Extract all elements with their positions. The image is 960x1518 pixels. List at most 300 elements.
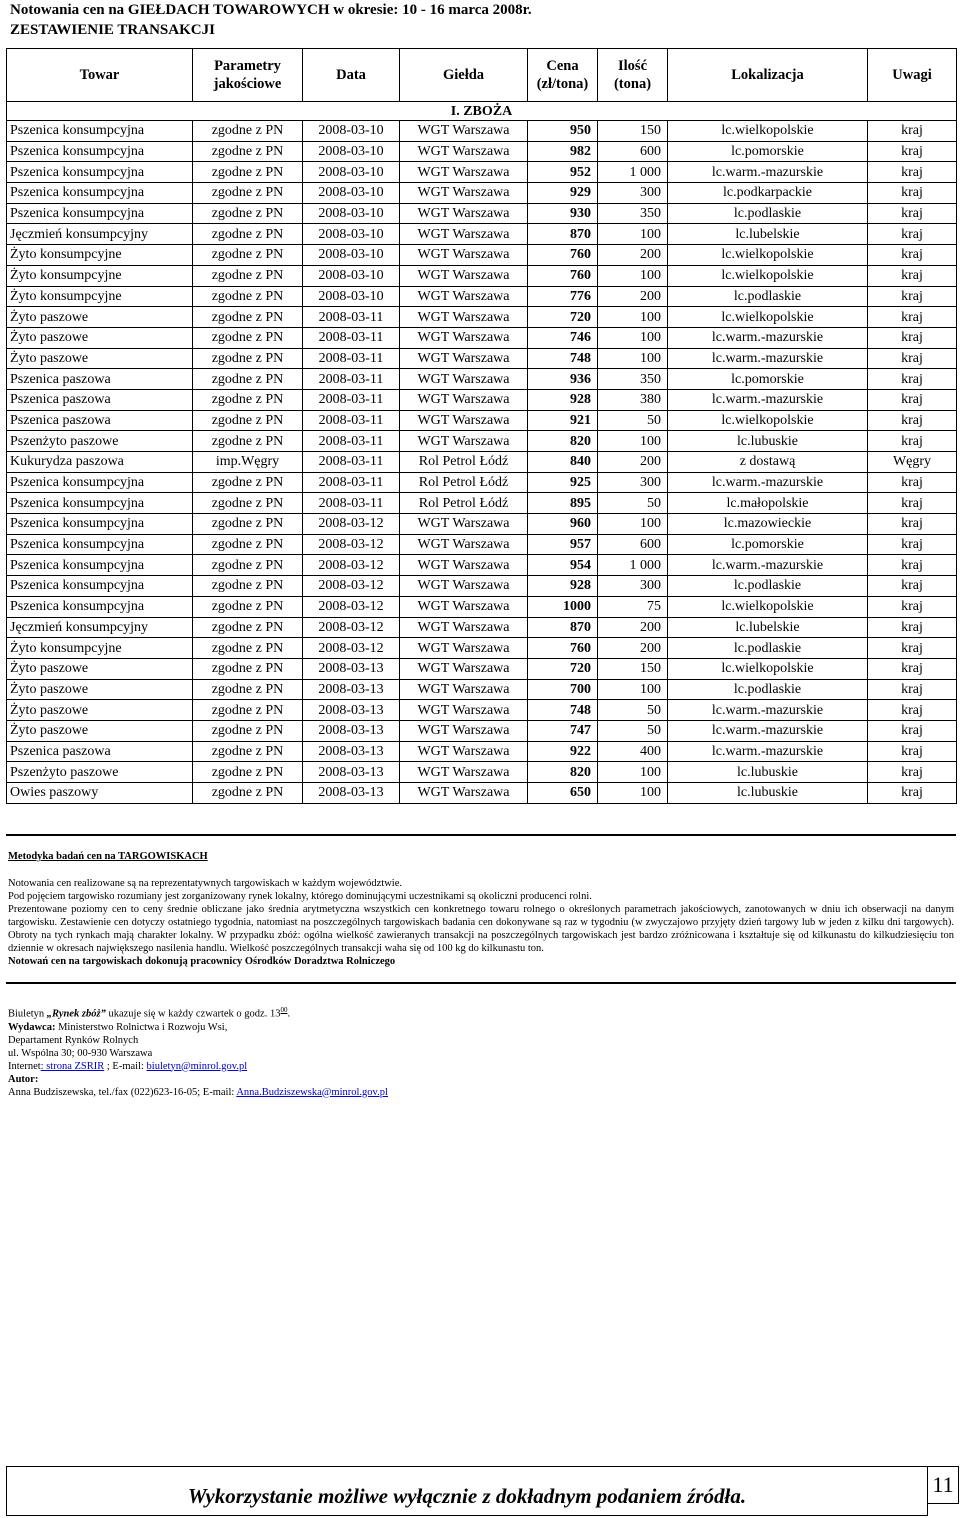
cell-towar: Żyto paszowe (7, 327, 193, 348)
cell-cena: 957 (528, 534, 598, 555)
divider (6, 834, 956, 836)
cell-data: 2008-03-10 (303, 183, 400, 204)
address-line: ul. Wspólna 30; 00-930 Warszawa (8, 1047, 153, 1059)
cell-uwagi: kraj (868, 534, 957, 555)
cell-ilosc: 50 (598, 493, 668, 514)
cell-lokalizacja: lc.wielkopolskie (668, 245, 868, 266)
table-row (7, 265, 957, 286)
cell-uwagi: kraj (868, 596, 957, 617)
cell-cena: 748 (528, 700, 598, 721)
cell-parametry: zgodne z PN (193, 555, 303, 576)
cell-uwagi: kraj (868, 700, 957, 721)
table-row (7, 638, 957, 659)
cell-ilosc: 600 (598, 141, 668, 162)
bulletin-text: . (287, 1008, 291, 1020)
cell-data: 2008-03-13 (303, 720, 400, 741)
cell-data: 2008-03-12 (303, 617, 400, 638)
cell-uwagi: Węgry (868, 452, 957, 473)
cell-ilosc: 75 (598, 596, 668, 617)
cell-parametry: zgodne z PN (193, 121, 303, 142)
cell-ilosc: 150 (598, 121, 668, 142)
cell-data: 2008-03-10 (303, 245, 400, 266)
table-row (7, 514, 957, 535)
cell-cena: 925 (528, 472, 598, 493)
table-row (7, 658, 957, 679)
publisher-name: Ministerstwo Rolnictwa i Rozwoju Wsi, (55, 1021, 228, 1033)
author-label: Autor: (8, 1073, 39, 1085)
cell-gielda: WGT Warszawa (400, 369, 528, 390)
cell-lokalizacja: lc.warm.-mazurskie (668, 162, 868, 183)
table-row (7, 327, 957, 348)
cell-lokalizacja: lc.wielkopolskie (668, 121, 868, 142)
cell-lokalizacja: lc.warm.-mazurskie (668, 348, 868, 369)
author-line (8, 1086, 388, 1099)
cell-gielda: WGT Warszawa (400, 245, 528, 266)
cell-cena: 895 (528, 493, 598, 514)
cell-uwagi: kraj (868, 514, 957, 535)
cell-uwagi: kraj (868, 121, 957, 142)
cell-towar: Jęczmień konsumpcyjny (7, 617, 193, 638)
section-row (7, 102, 957, 121)
cell-cena: 982 (528, 141, 598, 162)
cell-data: 2008-03-11 (303, 389, 400, 410)
cell-gielda: WGT Warszawa (400, 327, 528, 348)
cell-parametry: zgodne z PN (193, 596, 303, 617)
table-row (7, 679, 957, 700)
cell-ilosc: 380 (598, 389, 668, 410)
cell-towar: Kukurydza paszowa (7, 452, 193, 473)
cell-parametry: zgodne z PN (193, 493, 303, 514)
cell-lokalizacja: z dostawą (668, 452, 868, 473)
cell-cena: 922 (528, 741, 598, 762)
cell-parametry: zgodne z PN (193, 576, 303, 597)
cell-ilosc: 100 (598, 783, 668, 804)
cell-towar: Żyto paszowe (7, 658, 193, 679)
cell-cena: 746 (528, 327, 598, 348)
cell-gielda: WGT Warszawa (400, 514, 528, 535)
cell-parametry: zgodne z PN (193, 534, 303, 555)
cell-parametry: zgodne z PN (193, 203, 303, 224)
cell-uwagi: kraj (868, 762, 957, 783)
table-row (7, 452, 957, 473)
cell-gielda: WGT Warszawa (400, 658, 528, 679)
bulletin-info (8, 1004, 388, 1099)
cell-data: 2008-03-12 (303, 514, 400, 535)
cell-lokalizacja: lc.wielkopolskie (668, 410, 868, 431)
cell-ilosc: 100 (598, 307, 668, 328)
cell-cena: 840 (528, 452, 598, 473)
cell-ilosc: 100 (598, 762, 668, 783)
col-header-parametry: Parametry jakościowe (193, 49, 303, 102)
table-row (7, 555, 957, 576)
bulletin-text: Biuletyn (8, 1008, 47, 1020)
cell-towar: Pszenica paszowa (7, 410, 193, 431)
cell-gielda: WGT Warszawa (400, 141, 528, 162)
table-row (7, 741, 957, 762)
cell-towar: Owies paszowy (7, 783, 193, 804)
cell-gielda: WGT Warszawa (400, 700, 528, 721)
methodology-notes (8, 850, 954, 968)
cell-towar: Żyto konsumpcyjne (7, 638, 193, 659)
cell-cena: 950 (528, 121, 598, 142)
cell-uwagi: kraj (868, 720, 957, 741)
cell-data: 2008-03-11 (303, 327, 400, 348)
table-row (7, 762, 957, 783)
cell-towar: Pszenica konsumpcyjna (7, 203, 193, 224)
cell-parametry: zgodne z PN (193, 265, 303, 286)
cell-data: 2008-03-12 (303, 576, 400, 597)
cell-gielda: WGT Warszawa (400, 679, 528, 700)
cell-cena: 760 (528, 638, 598, 659)
cell-lokalizacja: lc.wielkopolskie (668, 596, 868, 617)
cell-towar: Pszenica konsumpcyjna (7, 472, 193, 493)
table-row (7, 389, 957, 410)
cell-cena: 936 (528, 369, 598, 390)
cell-towar: Żyto paszowe (7, 700, 193, 721)
cell-data: 2008-03-12 (303, 555, 400, 576)
note-paragraph: Notowania cen realizowane są na reprezentatywnych targowiskach w każdym województwie. (8, 878, 402, 889)
cell-uwagi: kraj (868, 741, 957, 762)
cell-cena: 720 (528, 658, 598, 679)
cell-gielda: WGT Warszawa (400, 741, 528, 762)
cell-parametry: zgodne z PN (193, 307, 303, 328)
cell-data: 2008-03-12 (303, 638, 400, 659)
cell-parametry: zgodne z PN (193, 389, 303, 410)
table-row (7, 410, 957, 431)
cell-data: 2008-03-11 (303, 410, 400, 431)
table-row (7, 493, 957, 514)
cell-lokalizacja: lc.pomorskie (668, 141, 868, 162)
time-minutes: 00 (280, 1006, 288, 1014)
col-header-lokalizacja: Lokalizacja (668, 49, 868, 102)
divider (6, 982, 956, 984)
cell-data: 2008-03-10 (303, 203, 400, 224)
cell-uwagi: kraj (868, 141, 957, 162)
methodology-heading: Metodyka badań cen na TARGOWISKACH (8, 851, 208, 862)
cell-lokalizacja: lc.wielkopolskie (668, 658, 868, 679)
table-row (7, 121, 957, 142)
cell-parametry: zgodne z PN (193, 762, 303, 783)
cell-data: 2008-03-12 (303, 596, 400, 617)
cell-gielda: WGT Warszawa (400, 203, 528, 224)
table-row (7, 617, 957, 638)
cell-lokalizacja: lc.podlaskie (668, 638, 868, 659)
table-row (7, 472, 957, 493)
cell-data: 2008-03-11 (303, 431, 400, 452)
cell-towar: Żyto konsumpcyjne (7, 245, 193, 266)
cell-uwagi: kraj (868, 617, 957, 638)
cell-lokalizacja: lc.lubelskie (668, 617, 868, 638)
cell-ilosc: 1 000 (598, 162, 668, 183)
page-title: Notowania cen na GIEŁDACH TOWAROWYCH w okresie: 10 - 16 marca 2008r. (10, 2, 532, 18)
cell-towar: Pszenica paszowa (7, 741, 193, 762)
cell-towar: Pszenica konsumpcyjna (7, 576, 193, 597)
cell-uwagi: kraj (868, 431, 957, 452)
cell-cena: 929 (528, 183, 598, 204)
cell-data: 2008-03-10 (303, 286, 400, 307)
cell-towar: Pszenica paszowa (7, 389, 193, 410)
cell-gielda: Rol Petrol Łódź (400, 472, 528, 493)
table-row (7, 224, 957, 245)
cell-uwagi: kraj (868, 410, 957, 431)
cell-data: 2008-03-10 (303, 141, 400, 162)
cell-parametry: zgodne z PN (193, 286, 303, 307)
cell-towar: Żyto paszowe (7, 307, 193, 328)
cell-parametry: zgodne z PN (193, 720, 303, 741)
cell-towar: Pszenica konsumpcyjna (7, 514, 193, 535)
cell-lokalizacja: lc.pomorskie (668, 369, 868, 390)
cell-lokalizacja: lc.warm.-mazurskie (668, 555, 868, 576)
cell-lokalizacja: lc.lubuskie (668, 762, 868, 783)
bulletin-text: ukazuje się w każdy czwartek o godz. 13 (105, 1008, 281, 1020)
table-row (7, 286, 957, 307)
cell-ilosc: 1 000 (598, 555, 668, 576)
cell-data: 2008-03-11 (303, 472, 400, 493)
cell-gielda: WGT Warszawa (400, 348, 528, 369)
cell-cena: 700 (528, 679, 598, 700)
cell-gielda: WGT Warszawa (400, 783, 528, 804)
cell-lokalizacja: lc.lubuskie (668, 783, 868, 804)
zsrir-link[interactable]: : strona ZSRIR (40, 1060, 105, 1072)
cell-data: 2008-03-13 (303, 741, 400, 762)
cell-ilosc: 100 (598, 679, 668, 700)
cell-ilosc: 350 (598, 369, 668, 390)
cell-lokalizacja: lc.podlaskie (668, 679, 868, 700)
cell-gielda: WGT Warszawa (400, 431, 528, 452)
cell-uwagi: kraj (868, 658, 957, 679)
table-row (7, 348, 957, 369)
cell-data: 2008-03-13 (303, 700, 400, 721)
cell-lokalizacja: lc.wielkopolskie (668, 307, 868, 328)
cell-parametry: zgodne z PN (193, 348, 303, 369)
cell-lokalizacja: lc.podkarpackie (668, 183, 868, 204)
note-paragraph: Notowań cen na targowiskach dokonują pracownicy Ośrodków Doradztwa Rolniczego (8, 956, 396, 967)
cell-cena: 820 (528, 762, 598, 783)
cell-gielda: WGT Warszawa (400, 555, 528, 576)
page-subtitle: ZESTAWIENIE TRANSAKCJI (10, 22, 215, 38)
cell-lokalizacja: lc.wielkopolskie (668, 265, 868, 286)
cell-uwagi: kraj (868, 162, 957, 183)
bulletin-email-link[interactable]: biuletyn@minrol.gov.pl (146, 1060, 248, 1072)
cell-cena: 760 (528, 245, 598, 266)
cell-ilosc: 200 (598, 638, 668, 659)
table-row (7, 162, 957, 183)
cell-parametry: imp.Węgry (193, 452, 303, 473)
cell-lokalizacja: lc.warm.-mazurskie (668, 700, 868, 721)
table-row (7, 783, 957, 804)
cell-towar: Pszenżyto paszowe (7, 431, 193, 452)
cell-towar: Pszenica konsumpcyjna (7, 596, 193, 617)
cell-parametry: zgodne z PN (193, 617, 303, 638)
cell-gielda: WGT Warszawa (400, 121, 528, 142)
cell-data: 2008-03-11 (303, 452, 400, 473)
cell-cena: 776 (528, 286, 598, 307)
col-header-gielda: Giełda (400, 49, 528, 102)
cell-towar: Pszenica paszowa (7, 369, 193, 390)
table-row (7, 203, 957, 224)
cell-cena: 820 (528, 431, 598, 452)
cell-uwagi: kraj (868, 389, 957, 410)
cell-gielda: WGT Warszawa (400, 720, 528, 741)
cell-gielda: WGT Warszawa (400, 762, 528, 783)
cell-data: 2008-03-13 (303, 679, 400, 700)
cell-towar: Żyto konsumpcyjne (7, 265, 193, 286)
cell-lokalizacja: lc.podlaskie (668, 203, 868, 224)
cell-ilosc: 100 (598, 224, 668, 245)
cell-parametry: zgodne z PN (193, 431, 303, 452)
cell-towar: Żyto paszowe (7, 679, 193, 700)
cell-cena: 921 (528, 410, 598, 431)
note-paragraph: Pod pojęciem targowisko rozumiany jest zorganizowany rynek lokalny, którego dominującymi uczestnikami są okoliczni producenci rolni. (8, 891, 592, 902)
cell-ilosc: 100 (598, 514, 668, 535)
cell-gielda: WGT Warszawa (400, 576, 528, 597)
cell-uwagi: kraj (868, 576, 957, 597)
cell-uwagi: kraj (868, 203, 957, 224)
table-row (7, 141, 957, 162)
cell-uwagi: kraj (868, 472, 957, 493)
cell-parametry: zgodne z PN (193, 224, 303, 245)
cell-data: 2008-03-11 (303, 493, 400, 514)
cell-uwagi: kraj (868, 493, 957, 514)
cell-data: 2008-03-11 (303, 348, 400, 369)
cell-parametry: zgodne z PN (193, 514, 303, 535)
cell-gielda: WGT Warszawa (400, 265, 528, 286)
cell-data: 2008-03-11 (303, 307, 400, 328)
cell-gielda: WGT Warszawa (400, 162, 528, 183)
cell-ilosc: 600 (598, 534, 668, 555)
cell-parametry: zgodne z PN (193, 700, 303, 721)
department-line: Departament Rynków Rolnych (8, 1034, 139, 1046)
cell-ilosc: 100 (598, 327, 668, 348)
cell-cena: 760 (528, 265, 598, 286)
cell-uwagi: kraj (868, 265, 957, 286)
cell-data: 2008-03-13 (303, 658, 400, 679)
cell-cena: 747 (528, 720, 598, 741)
cell-lokalizacja: lc.warm.-mazurskie (668, 389, 868, 410)
cell-towar: Pszenica konsumpcyjna (7, 141, 193, 162)
table-row (7, 700, 957, 721)
cell-lokalizacja: lc.małopolskie (668, 493, 868, 514)
cell-lokalizacja: lc.lubuskie (668, 431, 868, 452)
author-email-link[interactable]: Anna.Budziszewska@minrol.gov.pl (236, 1086, 388, 1098)
cell-parametry: zgodne z PN (193, 183, 303, 204)
cell-ilosc: 200 (598, 245, 668, 266)
cell-gielda: Rol Petrol Łódź (400, 493, 528, 514)
cell-gielda: WGT Warszawa (400, 286, 528, 307)
cell-ilosc: 300 (598, 576, 668, 597)
email-label: ; E-mail: (104, 1060, 147, 1072)
cell-data: 2008-03-11 (303, 369, 400, 390)
footer-text: Wykorzystanie możliwe wyłącznie z dokładnym podaniem źródła. (187, 1484, 747, 1508)
cell-cena: 928 (528, 576, 598, 597)
cell-data: 2008-03-13 (303, 762, 400, 783)
cell-towar: Pszenica konsumpcyjna (7, 493, 193, 514)
cell-towar: Pszenżyto paszowe (7, 762, 193, 783)
cell-uwagi: kraj (868, 307, 957, 328)
cell-lokalizacja: lc.warm.-mazurskie (668, 720, 868, 741)
cell-ilosc: 200 (598, 286, 668, 307)
cell-gielda: WGT Warszawa (400, 410, 528, 431)
cell-ilosc: 50 (598, 720, 668, 741)
cell-data: 2008-03-12 (303, 534, 400, 555)
cell-parametry: zgodne z PN (193, 141, 303, 162)
cell-uwagi: kraj (868, 286, 957, 307)
cell-cena: 960 (528, 514, 598, 535)
cell-gielda: WGT Warszawa (400, 617, 528, 638)
cell-towar: Jęczmień konsumpcyjny (7, 224, 193, 245)
table-row (7, 576, 957, 597)
cell-parametry: zgodne z PN (193, 410, 303, 431)
cell-data: 2008-03-10 (303, 121, 400, 142)
cell-parametry: zgodne z PN (193, 369, 303, 390)
cell-ilosc: 200 (598, 617, 668, 638)
cell-lokalizacja: lc.podlaskie (668, 576, 868, 597)
section-label: I. ZBOŻA (7, 102, 957, 121)
cell-cena: 650 (528, 783, 598, 804)
transactions-table (6, 48, 957, 804)
cell-gielda: WGT Warszawa (400, 183, 528, 204)
cell-cena: 1000 (528, 596, 598, 617)
cell-uwagi: kraj (868, 555, 957, 576)
author-info: Anna Budziszewska, tel./fax (022)623-16-05; E-mail: (8, 1086, 237, 1098)
table-row (7, 720, 957, 741)
cell-data: 2008-03-13 (303, 783, 400, 804)
cell-lokalizacja: lc.mazowieckie (668, 514, 868, 535)
table-row (7, 369, 957, 390)
cell-lokalizacja: lc.warm.-mazurskie (668, 327, 868, 348)
cell-towar: Pszenica konsumpcyjna (7, 555, 193, 576)
cell-ilosc: 200 (598, 452, 668, 473)
cell-uwagi: kraj (868, 245, 957, 266)
cell-cena: 928 (528, 389, 598, 410)
cell-ilosc: 350 (598, 203, 668, 224)
note-paragraph: Prezentowane poziomy cen to ceny średnie obliczane jako średnia arytmetyczna wszystkich cen konkretnego towaru rolnego o określonych parametrach jakościowych, zanotowanych w dniu ich obserwacji na danym targowisku. Zestawienie cen dotyczy ostatniego tygodnia, natomiast na poszczególnych targowiskach badania cen dokonywane są raz w tygodniu (w zwyczajowo przyjęty dzień targowy lub w jeden z kilku dni targowych). Obroty na tych rynkach mają charakter lokalny. W przypadku zbóż: ogólna wielkość zawieranych transakcji na poszczególnych targowiskach jest bardzo zróżnicowana i kształtuje się od kilkunastu do kilkudziesięciu ton dziennie w okresach największego nasilenia handlu. Wielkość poszczególnych transakcji waha się od 100 kg do kilkunastu ton. (8, 904, 954, 954)
cell-parametry: zgodne z PN (193, 245, 303, 266)
table-row (7, 431, 957, 452)
cell-uwagi: kraj (868, 369, 957, 390)
col-header-ilosc: Ilość (tona) (598, 49, 668, 102)
cell-parametry: zgodne z PN (193, 327, 303, 348)
cell-lokalizacja: lc.podlaskie (668, 286, 868, 307)
cell-cena: 720 (528, 307, 598, 328)
cell-gielda: WGT Warszawa (400, 534, 528, 555)
cell-uwagi: kraj (868, 224, 957, 245)
cell-data: 2008-03-10 (303, 162, 400, 183)
cell-uwagi: kraj (868, 327, 957, 348)
table-row (7, 307, 957, 328)
cell-uwagi: kraj (868, 348, 957, 369)
col-header-data: Data (303, 49, 400, 102)
col-header-towar: Towar (7, 49, 193, 102)
cell-ilosc: 100 (598, 265, 668, 286)
cell-towar: Żyto paszowe (7, 720, 193, 741)
internet-line (8, 1060, 388, 1073)
cell-uwagi: kraj (868, 783, 957, 804)
cell-cena: 952 (528, 162, 598, 183)
col-header-uwagi: Uwagi (868, 49, 957, 102)
cell-gielda: Rol Petrol Łódź (400, 452, 528, 473)
cell-ilosc: 150 (598, 658, 668, 679)
table-row (7, 534, 957, 555)
cell-cena: 870 (528, 224, 598, 245)
cell-uwagi: kraj (868, 679, 957, 700)
cell-data: 2008-03-10 (303, 265, 400, 286)
table-row (7, 183, 957, 204)
cell-lokalizacja: lc.pomorskie (668, 534, 868, 555)
page-number: 11 (928, 1466, 959, 1504)
table-row (7, 245, 957, 266)
cell-cena: 954 (528, 555, 598, 576)
